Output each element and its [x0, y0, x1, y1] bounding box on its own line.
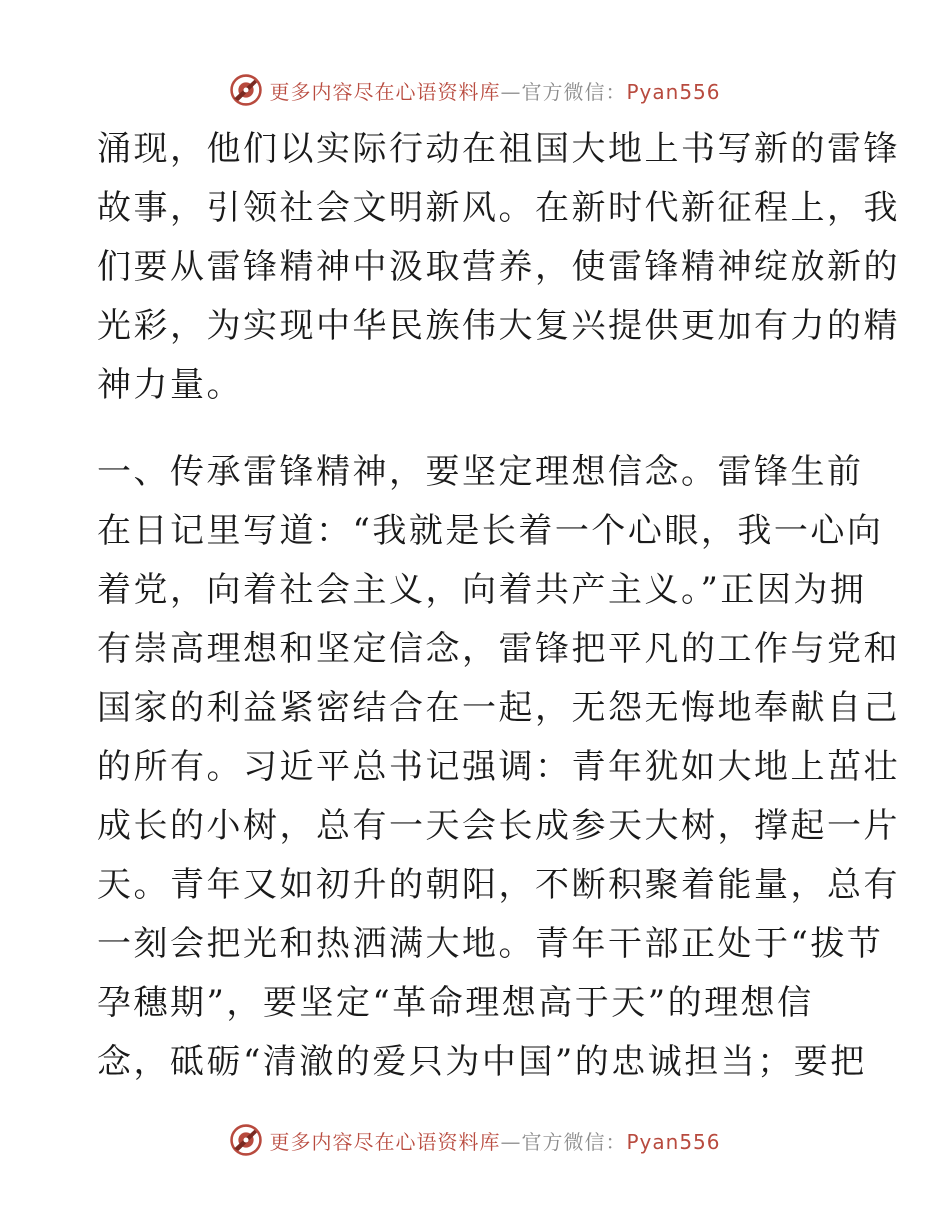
text-line: 念，砥砺“清澈的爱只为中国”的忠诚担当；要把 [97, 1042, 867, 1082]
text-line: 光彩，为实现中华民族伟大复兴提供更加有力的精 [97, 306, 900, 346]
paragraph-1 [97, 120, 900, 415]
brand-text: 更多内容尽在心语资料库 [269, 1129, 501, 1154]
document-body [97, 120, 900, 1092]
text-line: 一刻会把光和热洒满大地。青年干部正处于“拔节 [97, 924, 884, 964]
text-line: 故事，引领社会文明新风。在新时代新征程上，我 [97, 188, 900, 228]
text-line: 的所有。习近平总书记强调：青年犹如大地上茁壮 [97, 747, 900, 787]
text-line: 国家的利益紧密结合在一起，无怨无悔地奉献自己 [97, 688, 900, 728]
header-watermark-banner [0, 70, 950, 110]
text-line: 天。青年又如初升的朝阳，不断积聚着能量，总有 [97, 865, 900, 905]
text-line: 有崇高理想和坚定信念，雷锋把平凡的工作与党和 [97, 629, 900, 669]
text-line: 们要从雷锋精神中汲取营养，使雷锋精神绽放新的 [97, 247, 900, 287]
banner-dash: — [500, 1129, 522, 1154]
watermark-text [269, 76, 720, 105]
text-line: 涌现，他们以实际行动在祖国大地上书写新的雷锋 [97, 129, 900, 169]
footer-watermark-banner [0, 1120, 950, 1160]
pen-nib-logo-icon [229, 1123, 263, 1157]
banner-dash: — [500, 79, 522, 104]
text-line: 着党，向着社会主义，向着共产主义。”正因为拥 [97, 570, 867, 610]
wechat-id: Pyan556 [626, 79, 721, 104]
section-heading-line: 一、传承雷锋精神，要坚定理想信念。雷锋生前 [97, 452, 864, 492]
paragraph-2 [97, 443, 900, 1092]
official-label: 官方微信： [521, 79, 627, 104]
pen-nib-logo-icon [229, 73, 263, 107]
brand-text: 更多内容尽在心语资料库 [269, 79, 501, 104]
text-line: 孕穗期”，要坚定“革命理想高于天”的理想信 [97, 983, 814, 1023]
wechat-id: Pyan556 [626, 1129, 721, 1154]
text-line: 成长的小树，总有一天会长成参天大树，撑起一片 [97, 806, 900, 846]
official-label: 官方微信： [521, 1129, 627, 1154]
watermark-text [269, 1126, 720, 1155]
text-line: 在日记里写道：“我就是长着一个心眼，我一心向 [97, 511, 884, 551]
text-line: 神力量。 [97, 365, 243, 405]
paragraph-spacer [97, 415, 849, 443]
